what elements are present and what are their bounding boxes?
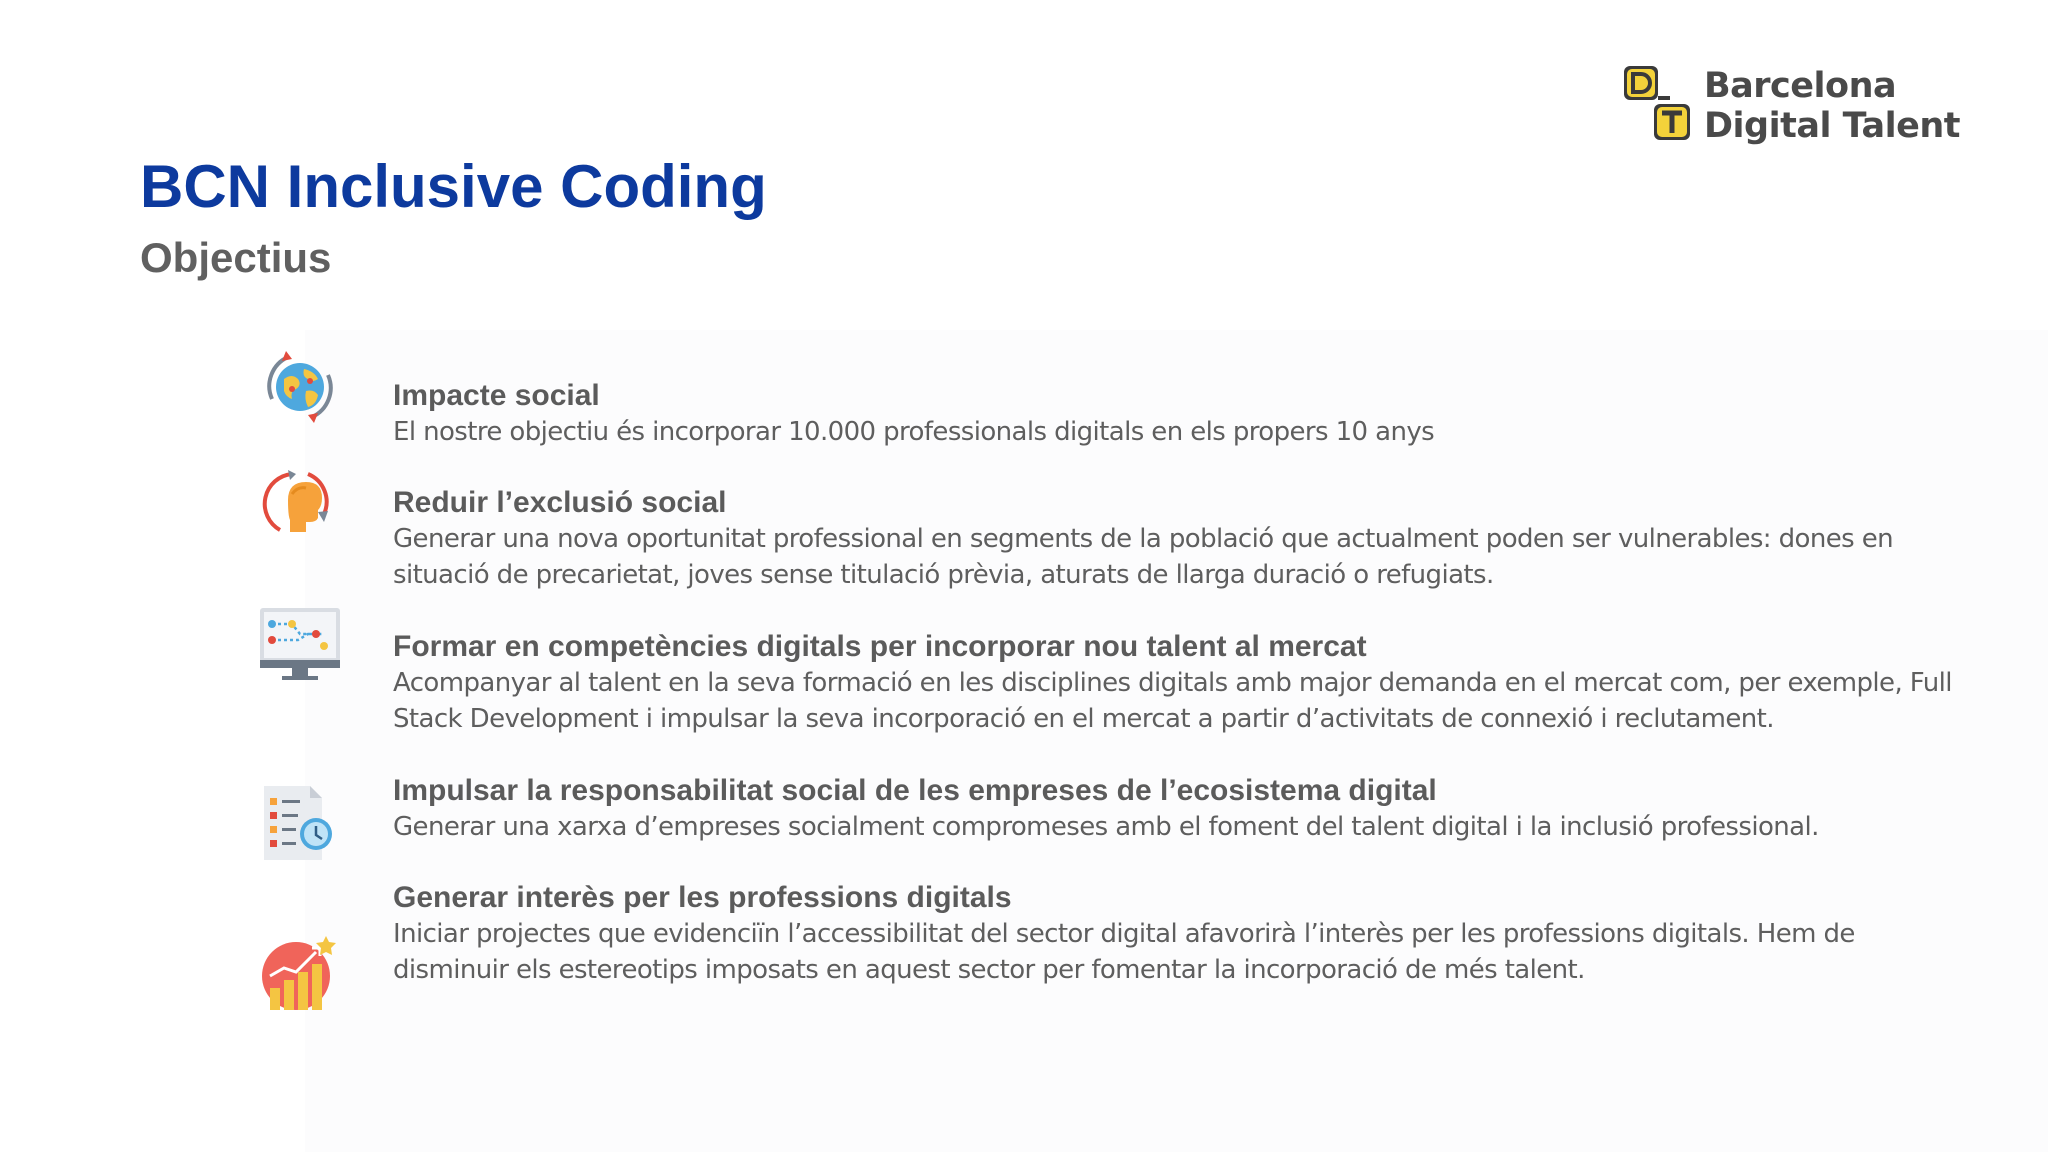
objective-description: Generar una xarxa d’empreses socialment compromeses amb el foment del talent digital i la inclusió professional. [393, 812, 1819, 842]
objective-description: Generar una nova oportunitat professional en segments de la població que actualment poden ser vulnerables: dones en situació de precarietat, joves sense titulació prèvia, aturats de llarga duració o refugiats. [393, 524, 1893, 590]
globe-cycle-icon [258, 345, 342, 429]
barcelona-digital-talent-logo [1620, 60, 1960, 150]
page-title: BCN Inclusive Coding [140, 153, 767, 220]
page-subtitle: Objectius [140, 234, 332, 281]
objective-description: Iniciar projectes que evidenciïn l’accessibilitat del sector digital afavorirà l’interès per les professions digitals. Hem de disminuir els estereotips imposats en aquest sector per fomentar la incorporació de més talent. [393, 919, 1855, 985]
logo-text [1704, 66, 1960, 146]
growth-chart-icon [258, 932, 342, 1016]
content-background [305, 330, 2048, 1152]
objective-title: Generar interès per les professions digitals [393, 881, 1012, 914]
objective-title: Formar en competències digitals per incorporar nou talent al mercat [393, 630, 1367, 663]
objective-description: Acompanyar al talent en la seva formació en les disciplines digitals amb major demanda en el mercat com, per exemple, Full Stack Development i impulsar la seva incorporació en el mercat a partir d’activitats de connexió i reclutament. [393, 668, 1952, 734]
logo-line-2: Digital Talent [1704, 106, 1960, 146]
objective-description: El nostre objectiu és incorporar 10.000 professionals digitals en els propers 10 anys [393, 417, 1435, 447]
objective-title: Reduir l’exclusió social [393, 486, 727, 519]
dt-logo-mark-icon [1620, 60, 1700, 150]
monitor-flowchart-icon [258, 604, 342, 688]
logo-line-1: Barcelona [1704, 66, 1897, 106]
head-cycle-icon [258, 460, 342, 544]
checklist-clock-icon [258, 780, 342, 864]
objective-title: Impulsar la responsabilitat social de les empreses de l’ecosistema digital [393, 774, 1437, 807]
objective-title: Impacte social [393, 379, 600, 412]
